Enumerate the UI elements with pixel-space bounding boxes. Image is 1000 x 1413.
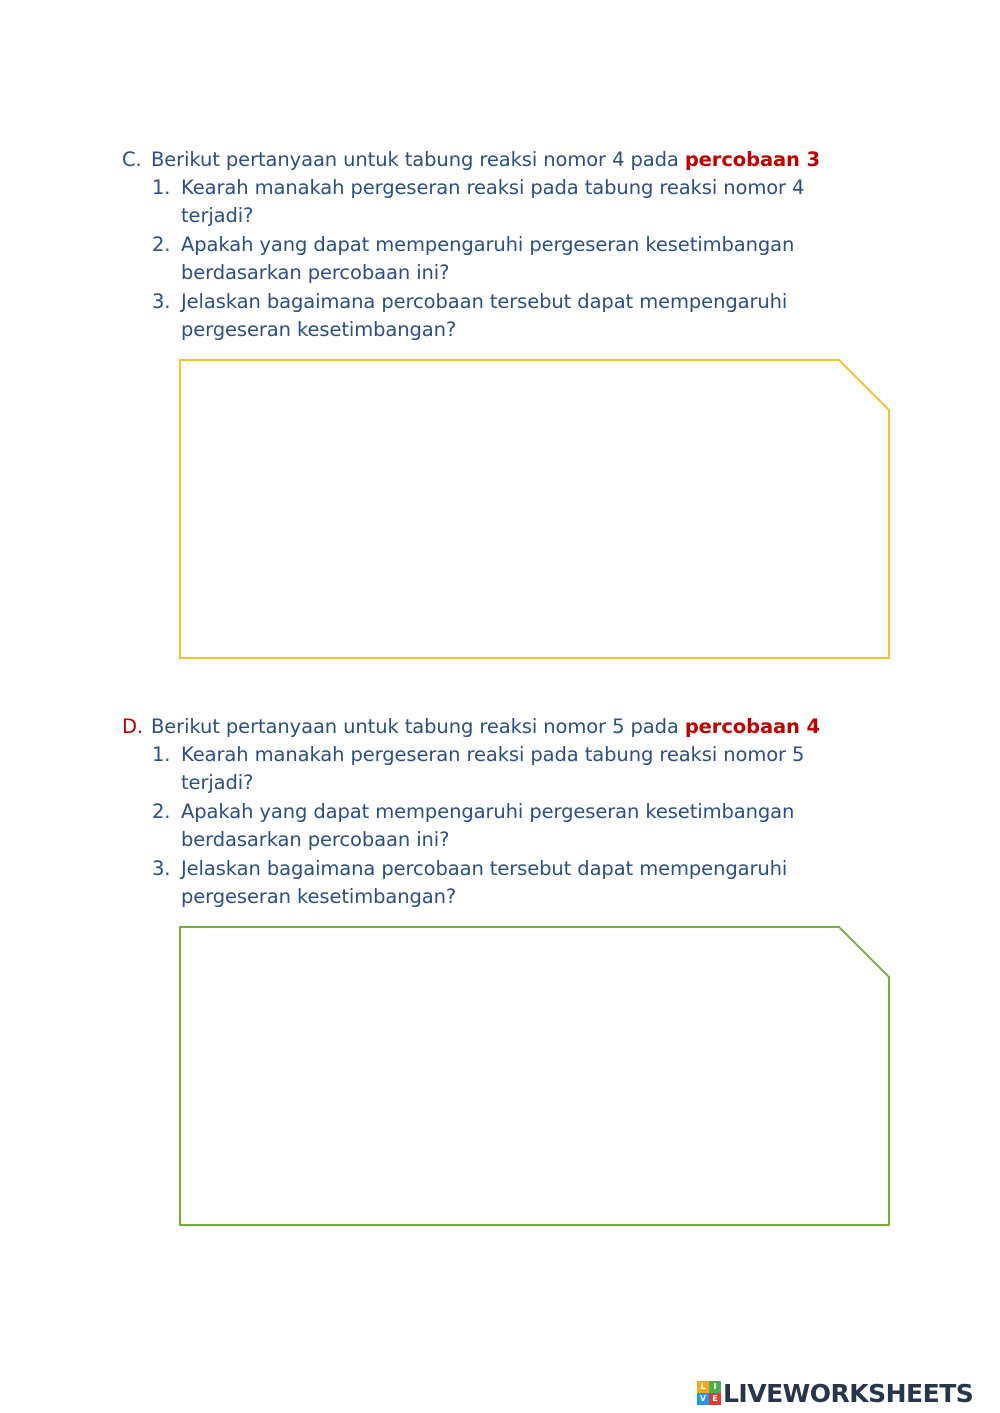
experiment-highlight: percobaan 4	[684, 715, 820, 738]
question-text: Apakah yang dapat mempengaruhi pergeseran kesetimbangan berdasarkan percobaan ini?	[181, 800, 795, 852]
section-heading	[122, 146, 820, 174]
question-item	[152, 798, 841, 855]
question-text: Kearah manakah pergeseran reaksi pada tabung reaksi nomor 5 terjadi?	[181, 743, 805, 795]
liveworksheets-logo	[697, 1380, 973, 1406]
question-item	[152, 231, 841, 288]
section-intro: Berikut pertanyaan untuk tabung reaksi nomor 4 pada	[151, 148, 685, 171]
logo-mark-icon: L I V E	[697, 1381, 721, 1405]
section-letter: D.	[122, 715, 144, 738]
answer-box[interactable]	[178, 925, 892, 1227]
question-text: Kearah manakah pergeseran reaksi pada tabung reaksi nomor 4 terjadi?	[181, 176, 805, 228]
answer-box[interactable]	[178, 358, 892, 660]
question-text: Jelaskan bagaimana percobaan tersebut dapat mempengaruhi pergeseran kesetimbangan?	[181, 857, 788, 909]
question-item	[152, 174, 841, 231]
answer-box-frame	[178, 925, 892, 1227]
section-intro: Berikut pertanyaan untuk tabung reaksi nomor 5 pada	[151, 715, 685, 738]
question-item	[152, 741, 841, 798]
question-number: 1.	[152, 743, 171, 766]
question-text: Jelaskan bagaimana percobaan tersebut dapat mempengaruhi pergeseran kesetimbangan?	[181, 290, 788, 342]
question-number: 3.	[152, 290, 171, 313]
answer-box-frame	[178, 358, 892, 660]
section-letter: C.	[122, 148, 142, 171]
question-item	[152, 288, 841, 345]
question-number: 1.	[152, 176, 171, 199]
experiment-highlight: percobaan 3	[684, 148, 820, 171]
question-item	[152, 855, 841, 912]
section-heading	[122, 713, 820, 741]
logo-text: LIVEWORKSHEETS	[723, 1378, 974, 1408]
question-text: Apakah yang dapat mempengaruhi pergeseran kesetimbangan berdasarkan percobaan ini?	[181, 233, 795, 285]
question-number: 2.	[152, 800, 171, 823]
question-number: 3.	[152, 857, 171, 880]
question-number: 2.	[152, 233, 171, 256]
